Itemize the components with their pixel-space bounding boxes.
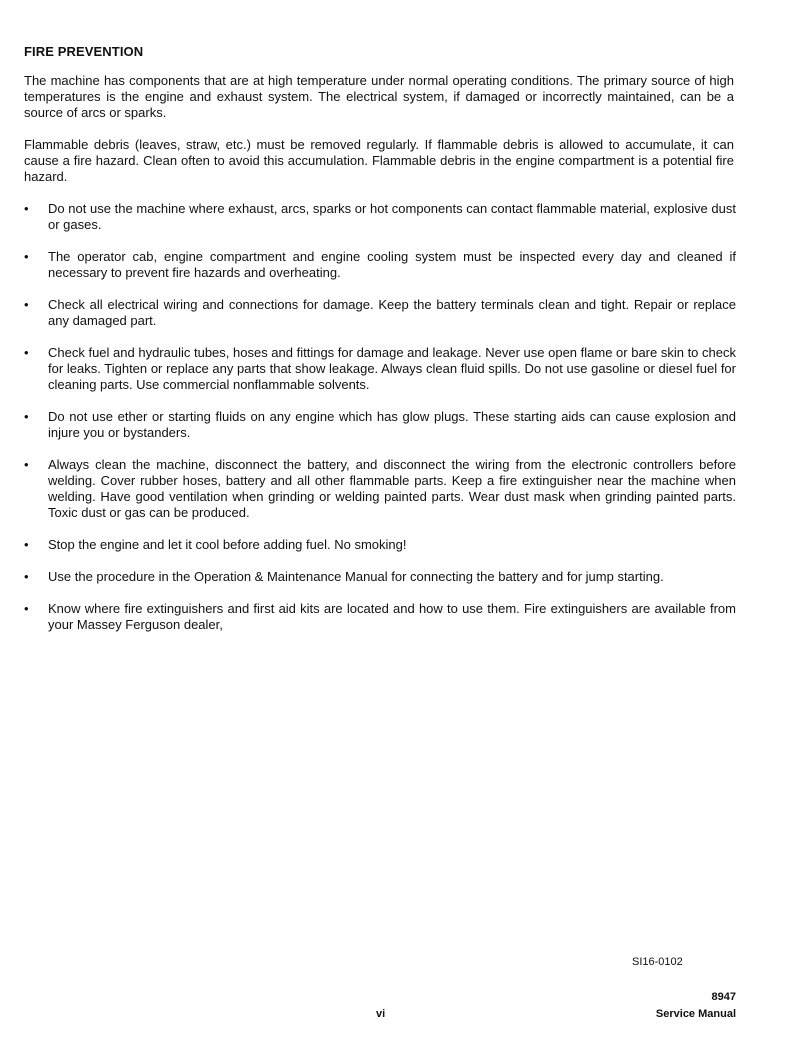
bullet-text: Know where fire extinguishers and first aid kits are located and how to use them. Fire extinguishers are available from your Massey Ferguson dealer, [48,601,736,632]
bullet-icon: • [24,457,29,472]
page-number: vi [376,1008,386,1020]
reference-code: SI16-0102 [632,956,683,968]
list-item [24,601,736,633]
document-page [24,0,736,1056]
bullet-text: Use the procedure in the Operation & Maintenance Manual for connecting the battery and for jump starting. [48,569,664,584]
bullet-text: Check fuel and hydraulic tubes, hoses and fittings for damage and leakage. Never use open flame or bare skin to check for leaks. Tighten or replace any parts that show leakage. Always clean fluid spills. Do not use gasoline or diesel fuel for cleaning parts. Use commercial nonflammable solvents. [48,345,736,392]
list-item [24,409,736,441]
safety-bullet-list [24,201,736,649]
list-item [24,249,736,281]
bullet-text: The operator cab, engine compartment and engine cooling system must be inspected every day and cleaned if necessary to prevent fire hazards and overheating. [48,249,736,280]
bullet-icon: • [24,345,29,360]
bullet-text: Do not use ether or starting fluids on any engine which has glow plugs. These starting aids can cause explosion and injure you or bystanders. [48,409,736,440]
bullet-text: Check all electrical wiring and connections for damage. Keep the battery terminals clean and tight. Repair or replace any damaged part. [48,297,736,328]
section-title: FIRE PREVENTION [24,44,144,59]
intro-paragraph: The machine has components that are at high temperature under normal operating conditions. The primary source of high temperatures is the engine and exhaust system. The electrical system, if damaged or incorrectly maintained, can be a source of arcs or sparks. [24,73,734,120]
list-item [24,569,736,585]
list-item [24,537,736,553]
bullet-icon: • [24,297,29,312]
bullet-icon: • [24,409,29,424]
bullet-icon: • [24,601,29,616]
manual-title: Service Manual [655,1008,736,1020]
list-item [24,345,736,393]
bullet-icon: • [24,537,29,552]
list-item [24,457,736,521]
bullet-text: Stop the engine and let it cool before adding fuel. No smoking! [48,537,407,552]
bullet-text: Do not use the machine where exhaust, arcs, sparks or hot components can contact flammable material, explosive dust or gases. [48,201,736,232]
manual-number: 8947 [711,991,736,1003]
bullet-text: Always clean the machine, disconnect the battery, and disconnect the wiring from the electronic controllers before welding. Cover rubber hoses, battery and all other flammable parts. Keep a fire extinguisher near the machine when welding. Have good ventilation when grinding or welding painted parts. Wear dust mask when grinding painted parts. Toxic dust or gas can be produced. [48,457,736,520]
bullet-icon: • [24,569,29,584]
bullet-icon: • [24,249,29,264]
list-item [24,201,736,233]
list-item [24,297,736,329]
debris-paragraph: Flammable debris (leaves, straw, etc.) must be removed regularly. If flammable debris is allowed to accumulate, it can cause a fire hazard. Clean often to avoid this accumulation. Flammable debris in the engine compartment is a potential fire hazard. [24,137,734,184]
bullet-icon: • [24,201,29,216]
